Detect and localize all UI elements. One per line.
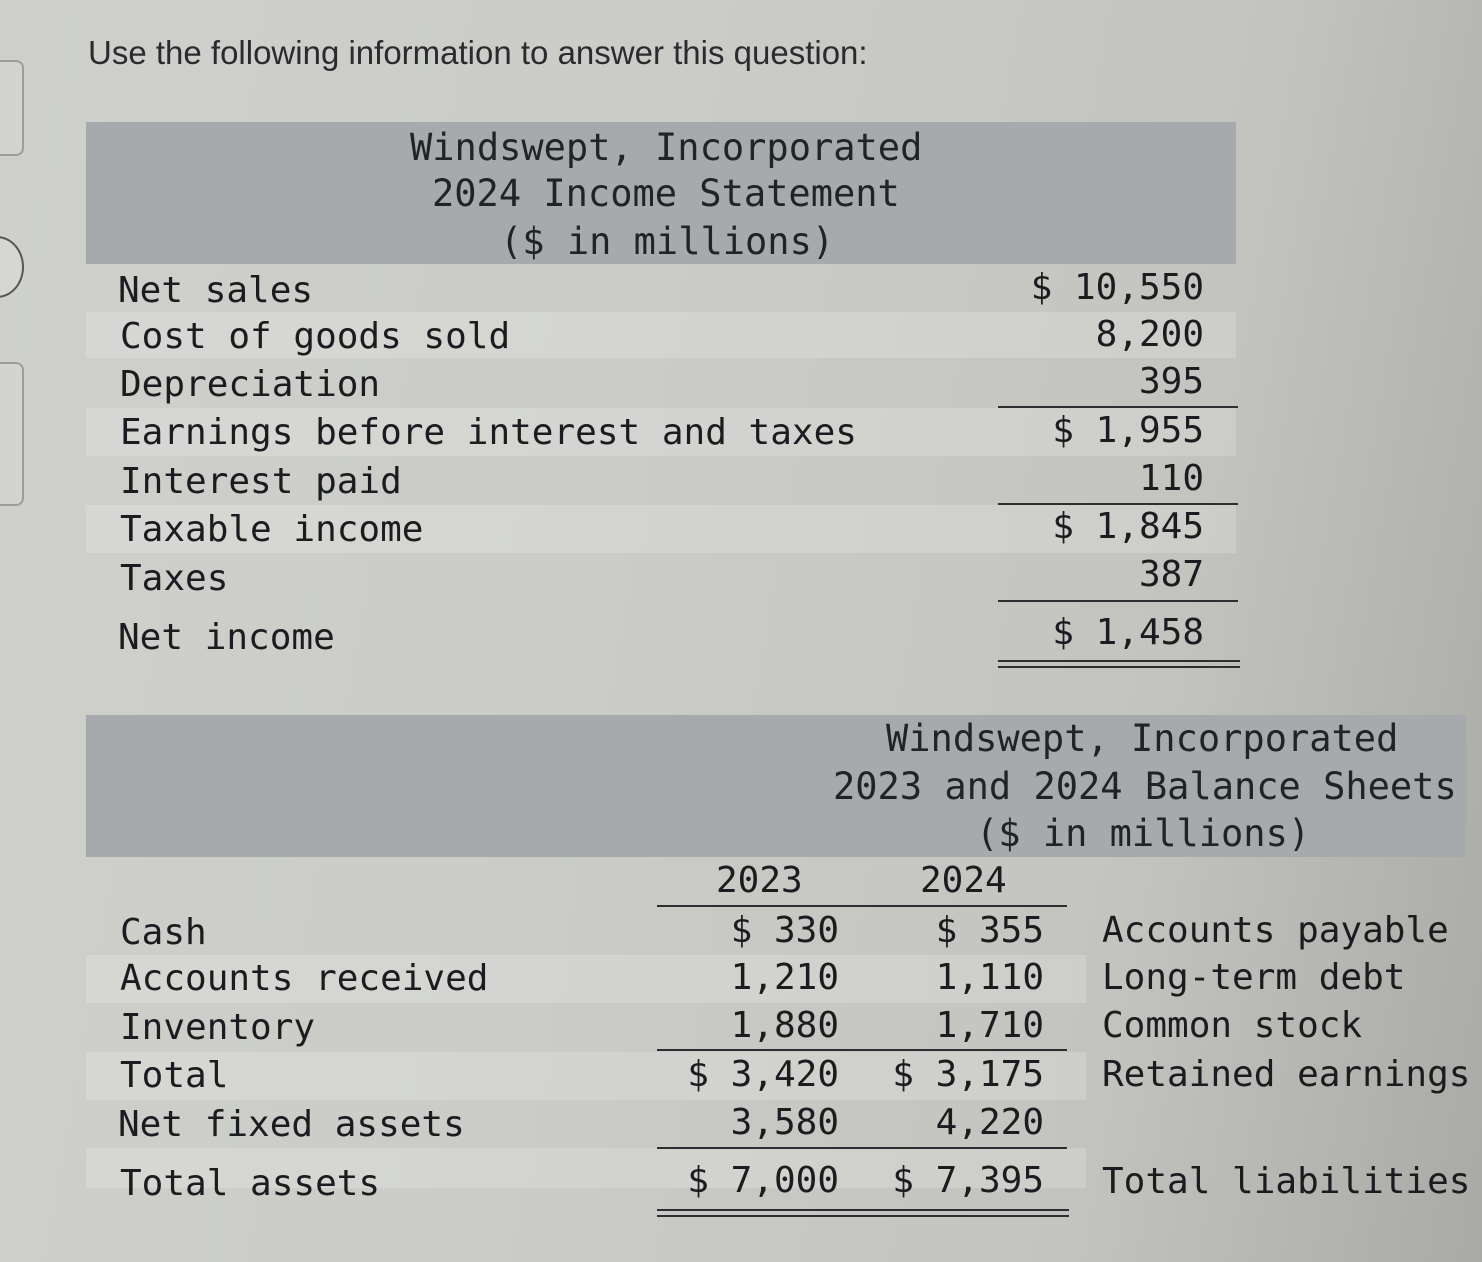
subtotal-rule: [998, 600, 1238, 602]
is-label-net-income: Net income: [118, 617, 335, 658]
balance-sheet-company: Windswept, Incorporated: [886, 717, 1399, 760]
income-statement-title: 2024 Income Statement: [432, 172, 900, 215]
is-value-cogs: 8,200: [1095, 314, 1204, 355]
sidebar-card-top: [0, 60, 24, 156]
is-value-net-sales: $ 10,550: [1030, 267, 1204, 308]
is-label-cogs: Cost of goods sold: [120, 316, 511, 357]
bs-liab-retained-earnings: Retained earnings: [1102, 1054, 1471, 1095]
bs-label-total-assets: Total assets: [120, 1163, 381, 1204]
year-header-rule: [657, 905, 1067, 907]
balance-sheet-title: 2023 and 2024 Balance Sheets: [833, 765, 1457, 808]
bs-2023-accounts-received: 1,210: [730, 957, 839, 998]
bs-2024-accounts-received: 1,110: [935, 957, 1044, 998]
double-rule-top: [998, 660, 1240, 662]
double-rule-bottom: [998, 666, 1240, 668]
question-prompt: Use the following information to answer this question:: [88, 34, 868, 71]
bs-2023-total: $ 3,420: [687, 1054, 839, 1095]
is-value-depreciation: 395: [1138, 361, 1204, 402]
bs-2023-cash: $ 330: [730, 910, 839, 951]
bs-2024-cash: $ 355: [935, 910, 1044, 951]
bs-liab-common-stock: Common stock: [1102, 1005, 1363, 1046]
income-statement-units: ($ in millions): [500, 220, 835, 263]
is-label-ebit: Earnings before interest and taxes: [120, 412, 857, 453]
bs-label-accounts-received: Accounts received: [120, 958, 489, 999]
is-label-net-sales: Net sales: [118, 270, 314, 311]
bs-liab-accounts-payable: Accounts payable: [1102, 910, 1449, 951]
subtotal-rule: [657, 1049, 1067, 1051]
is-value-ebit: $ 1,955: [1052, 410, 1204, 451]
bs-2023-inventory: 1,880: [730, 1005, 839, 1046]
bs-2024-net-fixed-assets: 4,220: [935, 1102, 1044, 1143]
double-rule-bottom: [657, 1215, 1069, 1217]
is-label-taxable-income: Taxable income: [120, 509, 424, 550]
radio-button[interactable]: [0, 236, 24, 298]
subtotal-rule: [657, 1147, 1067, 1149]
subtotal-rule: [998, 406, 1238, 408]
bs-2024-total-assets: $ 7,395: [892, 1160, 1044, 1201]
bs-label-total: Total: [120, 1055, 229, 1096]
is-value-taxable-income: $ 1,845: [1052, 506, 1204, 547]
bs-liab-long-term-debt: Long-term debt: [1102, 957, 1406, 998]
bs-liab-total-liabilities: Total liabilities: [1102, 1161, 1471, 1202]
bs-2023-net-fixed-assets: 3,580: [730, 1102, 839, 1143]
is-value-taxes: 387: [1138, 554, 1204, 595]
balance-sheet-units: ($ in millions): [976, 812, 1311, 855]
bs-label-inventory: Inventory: [120, 1007, 316, 1048]
year-header-2024: 2024: [920, 860, 1007, 901]
is-value-net-income: $ 1,458: [1052, 612, 1204, 653]
bs-2024-total: $ 3,175: [892, 1054, 1044, 1095]
subtotal-rule: [998, 503, 1238, 505]
bs-label-net-fixed-assets: Net fixed assets: [118, 1104, 465, 1145]
income-statement-company: Windswept, Incorporated: [410, 126, 923, 169]
bs-2023-total-assets: $ 7,000: [687, 1160, 839, 1201]
double-rule-top: [657, 1209, 1069, 1211]
bs-label-cash: Cash: [120, 912, 207, 953]
is-value-interest: 110: [1138, 458, 1204, 499]
is-label-interest: Interest paid: [120, 461, 402, 502]
sidebar-card-bottom: [0, 362, 24, 506]
is-label-depreciation: Depreciation: [120, 364, 381, 405]
year-header-2023: 2023: [716, 860, 803, 901]
is-label-taxes: Taxes: [120, 558, 229, 599]
bs-2024-inventory: 1,710: [935, 1005, 1044, 1046]
